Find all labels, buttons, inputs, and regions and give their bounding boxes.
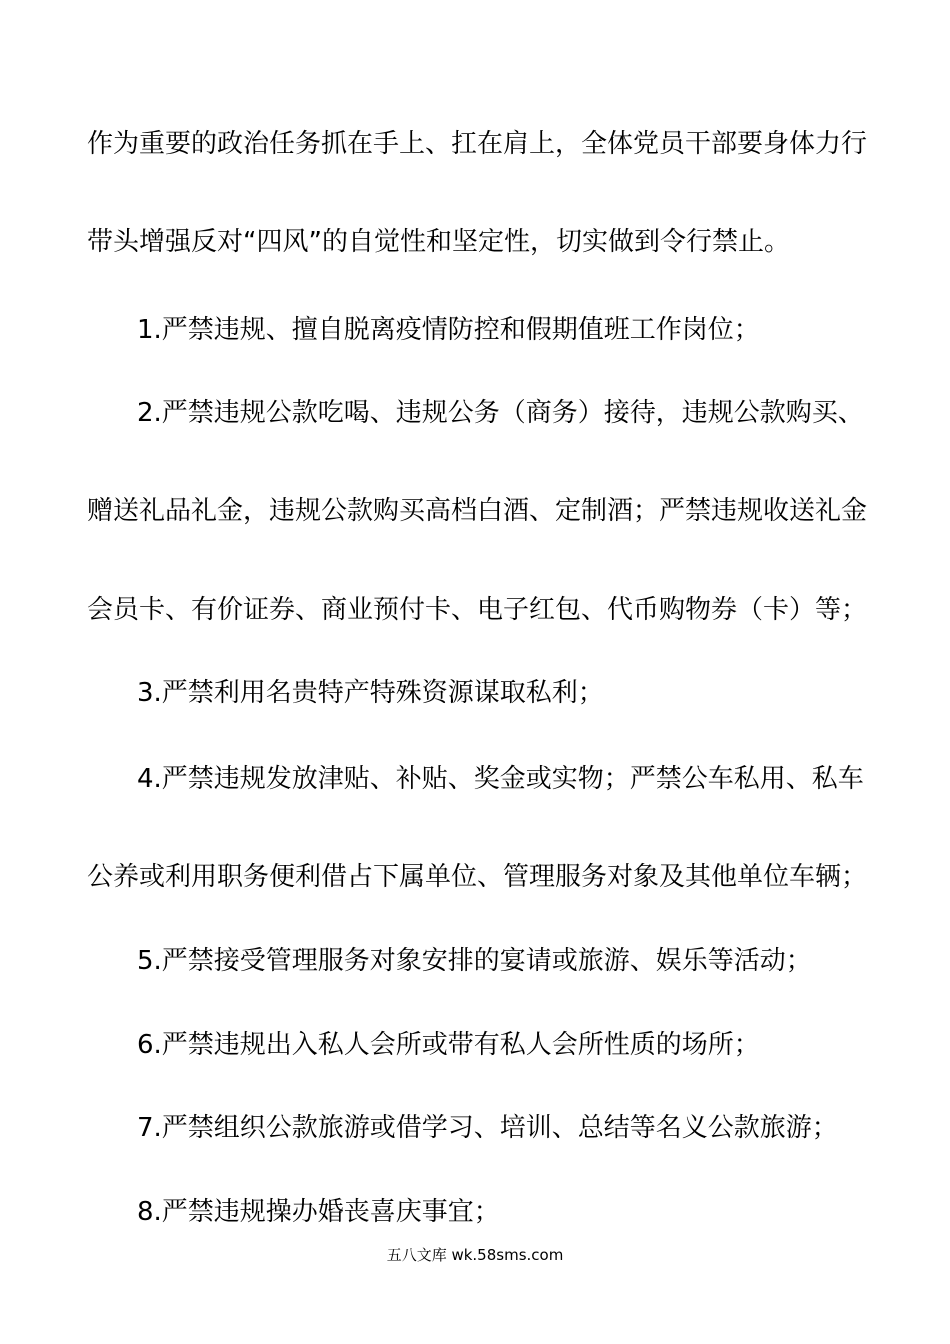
list-item: 3.严禁利用名贵特产特殊资源谋取私利； [137, 678, 604, 708]
list-item: 1.严禁违规、擅自脱离疫情防控和假期值班工作岗位； [137, 315, 760, 345]
text-line: 带头增强反对“四风”的自觉性和坚定性，切实做到令行禁止。 [87, 227, 790, 257]
text-line: 作为重要的政治任务抓在手上、扛在肩上，全体党员干部要身体力行 [87, 129, 868, 159]
footer-watermark: 五八文库 wk.58sms.com [386, 1246, 564, 1264]
text-line: 赠送礼品礼金，违规公款购买高档白酒、定制酒；严禁违规收送礼金 [87, 496, 868, 526]
list-item: 8.严禁违规操办婚丧喜庆事宜； [137, 1197, 500, 1227]
list-item: 5.严禁接受管理服务对象安排的宴请或旅游、娱乐等活动； [137, 946, 812, 976]
text-line: 公养或利用职务便利借占下属单位、管理服务对象及其他单位车辆； [87, 862, 868, 892]
list-item: 2.严禁违规公款吃喝、违规公务（商务）接待，违规公款购买、 [137, 398, 864, 428]
text-line: 会员卡、有价证券、商业预付卡、电子红包、代币购物券（卡）等； [87, 595, 868, 625]
list-item: 6.严禁违规出入私人会所或带有私人会所性质的场所； [137, 1030, 760, 1060]
list-item: 7.严禁组织公款旅游或借学习、培训、总结等名义公款旅游； [137, 1113, 838, 1143]
list-item: 4.严禁违规发放津贴、补贴、奖金或实物；严禁公车私用、私车 [137, 764, 864, 794]
